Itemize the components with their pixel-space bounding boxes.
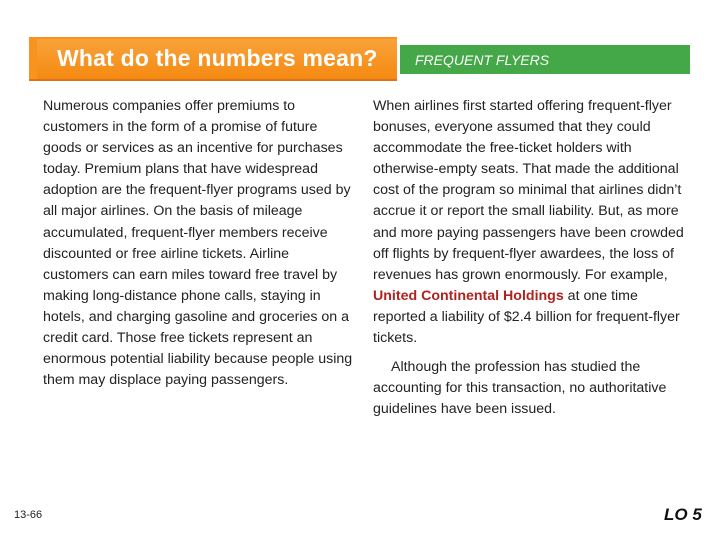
section-subtitle: FREQUENT FLYERS: [415, 52, 550, 68]
right-column: [373, 96, 685, 420]
subtitle-banner: [400, 45, 690, 74]
page-title: What do the numbers mean?: [57, 45, 378, 71]
right-paragraph-1-end: at one time reported a liability of $2.4 billion for frequent-flyer tickets.: [373, 287, 680, 347]
right-paragraph-1-start: When airlines first started offering frequent-flyer bonuses, everyone assumed that they could accommodate the free-ticket holders with otherwise-empty seats. That made the additional cost of the program so minimal that airlines didn’t accrue it or report the small liability. But, as more and more paying passengers have been crowded off flights by frequent-flyer awardees, the loss of revenues has grown enormously. For example,: [373, 98, 684, 283]
left-paragraph: Numerous companies offer premiums to customers in the form of a promise of future goods or services as an incentive for purchases today. Premium plans that have widespread adoption are the frequent-flyer programs used by all major airlines. On the basis of mileage accumulated, frequent-flyer members receive discounted or free airline tickets. Airline customers can earn miles toward free travel by making long-distance phone calls, staying in hotels, and charging gasoline and groceries on a credit card. Those free tickets represent an enormous potential liability because people using them may displace paying passengers.: [43, 98, 353, 389]
slide-number: 13-66: [14, 509, 43, 521]
right-paragraph-1: [373, 96, 685, 349]
learning-objective-label: LO 5: [664, 505, 702, 524]
right-paragraph-2: Although the profession has studied the accounting for this transaction, no authoritative guidelines have been issued.: [373, 359, 667, 418]
title-banner-fill: [37, 39, 397, 79]
company-name-highlight: United Continental Holdings: [373, 287, 564, 304]
left-column: [43, 96, 355, 391]
title-banner: [29, 37, 397, 81]
